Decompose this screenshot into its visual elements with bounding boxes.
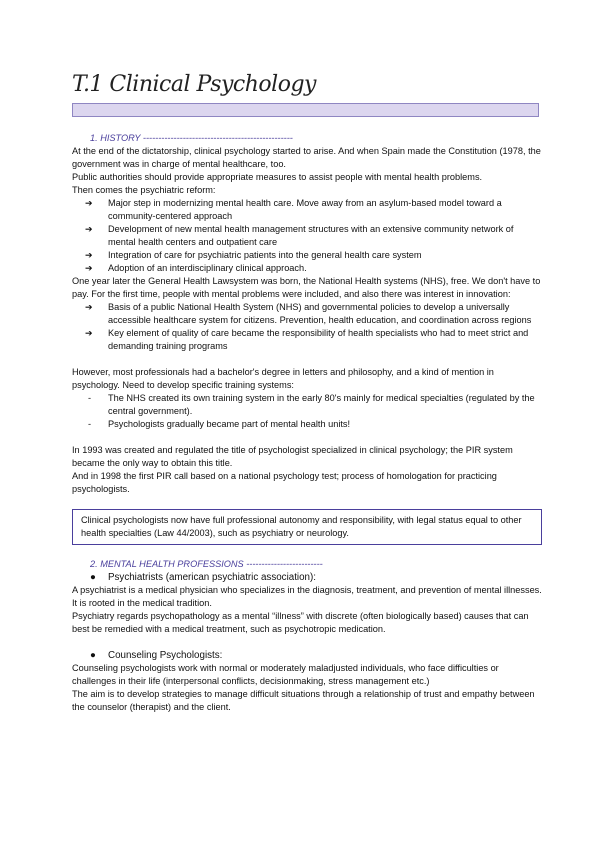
arrow-icon: ➔: [85, 328, 93, 338]
arrow-icon: ➔: [85, 224, 93, 234]
list-item: ➔ Basis of a public National Health System (NHS) and governmental policies to develop a universally accessible healthcare system for citizens. Prevention, health education, and coordination across regions: [85, 302, 532, 325]
paragraph: Counseling psychologists work with normal or moderately maladjusted individuals, who face difficulties or challenges in their life (interpersonal conflicts, decisionmaking, stress management etc.): [72, 663, 499, 686]
training-list: [72, 392, 542, 431]
paragraph: Public authorities should provide appropriate measures to assist people with mental health problems.: [72, 172, 483, 182]
list-item: ➔ Key element of quality of care became the responsibility of health specialists who had to meet strict and demanding training programs: [85, 328, 529, 351]
paragraph: The aim is to develop strategies to manage difficult situations through a relationship of trust and empathy between the counselor (therapist) and the client.: [72, 689, 535, 712]
paragraph: It is rooted in the medical tradition.: [72, 598, 212, 608]
list-item: ➔ Development of new mental health management structures with an extensive community network of mental health centers and outpatient care: [85, 224, 514, 247]
dash-icon: -: [88, 393, 92, 403]
counseling-list: [72, 649, 542, 662]
reform-list: [72, 197, 542, 275]
bullet-icon: ●: [90, 572, 96, 583]
list-item: ● Psychiatrists (american psychiatric association):: [90, 572, 316, 583]
paragraph: At the end of the dictatorship, clinical psychology started to arise. And when Spain made the Constitution (1978, the government was in charge of mental healthcare, too.: [72, 146, 541, 169]
paragraph: And in 1998 the first PIR call based on a national psychology test; process of homologation for practicing psychologists.: [72, 471, 497, 494]
innovation-list: [72, 301, 542, 353]
history-heading: 1. HISTORY -------------------------------------------------: [90, 133, 293, 143]
bullet-icon: ●: [90, 650, 96, 661]
paragraph: In 1993 was created and regulated the title of psychologist specialized in clinical psychology; the PIR system became the only way to obtain this title.: [72, 445, 513, 468]
arrow-icon: ➔: [85, 263, 93, 273]
arrow-icon: ➔: [85, 302, 93, 312]
dash-icon: -: [88, 419, 92, 429]
psychiatrists-list: [72, 571, 542, 584]
list-item: - The NHS created its own training system in the early 80's mainly for medical specialties (regulated by the central government).: [88, 393, 535, 416]
professions-heading: 2. MENTAL HEALTH PROFESSIONS -------------------------: [90, 559, 323, 569]
document-body: [72, 132, 542, 714]
list-item: ➔ Major step in modernizing mental health care. Move away from an asylum-based model toward a community-centered approach: [85, 198, 502, 221]
paragraph: However, most professionals had a bachelor's degree in letters and philosophy, and a kind of mention in psychology. Need to develop specific training systems:: [72, 367, 494, 390]
paragraph: Then comes the psychiatric reform:: [72, 185, 216, 195]
paragraph: Psychiatry regards psychopathology as a mental “illness” with discrete (often biologically based) causes that can best be remedied with a medical treatment, such as psychotropic medication.: [72, 611, 529, 634]
highlight-box: Clinical psychologists now have full professional autonomy and responsibility, with legal status equal to other health specialties (Law 44/2003), such as psychiatry or neurology.: [72, 509, 542, 545]
title-band: [72, 103, 539, 117]
arrow-icon: ➔: [85, 250, 93, 260]
arrow-icon: ➔: [85, 198, 93, 208]
list-item: ➔ Adoption of an interdisciplinary clinical approach.: [85, 263, 307, 273]
list-item: ➔ Integration of care for psychiatric patients into the general health care system: [85, 250, 422, 260]
page-title: T.1 Clinical Psychology: [72, 72, 316, 97]
paragraph: A psychiatrist is a medical physician who specializes in the diagnosis, treatment, and prevention of mental illnesses.: [72, 585, 542, 595]
list-item: - Psychologists gradually became part of mental health units!: [88, 419, 351, 429]
paragraph: One year later the General Health Lawsystem was born, the National Health systems (NHS), free. We don't have to pay. For the first time, people with mental problems were included, and also there was interest in innovation:: [72, 276, 541, 299]
list-item: ● Counseling Psychologists:: [90, 650, 223, 661]
